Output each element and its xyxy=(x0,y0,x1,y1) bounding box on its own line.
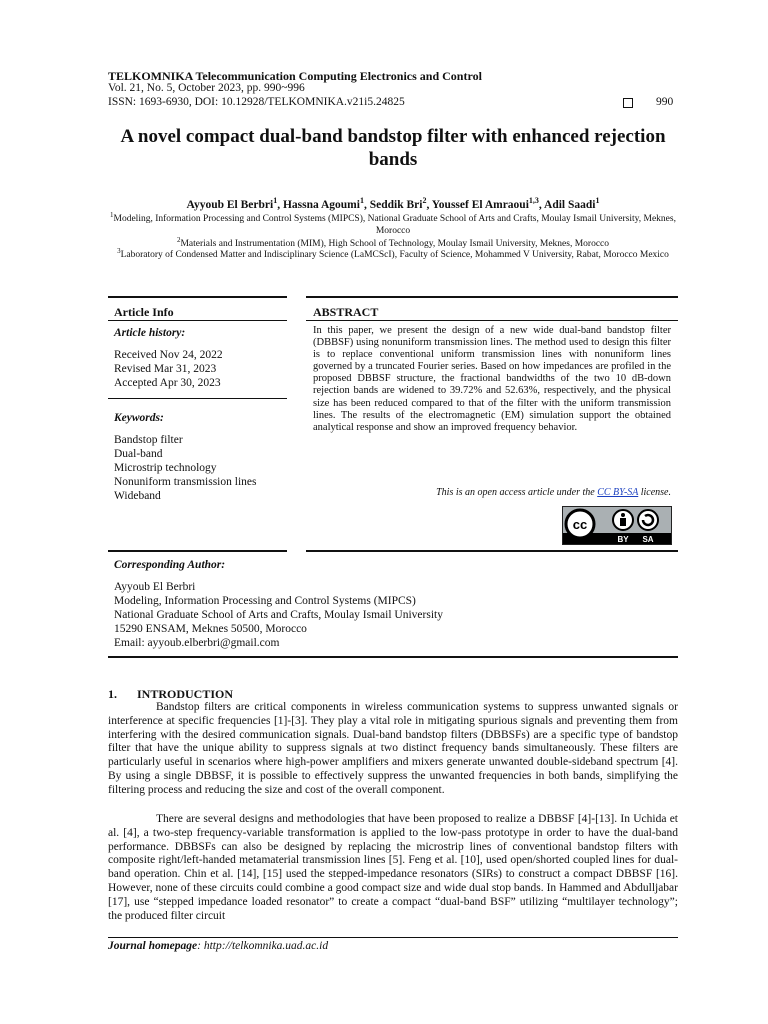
paper-title: A novel compact dual-band bandstop filter with enhanced rejection bands xyxy=(120,126,666,170)
corresponding-heading: Corresponding Author: xyxy=(114,559,226,571)
corresponding-bottom-rule xyxy=(108,656,678,658)
volume-info: Vol. 21, No. 5, October 2023, pp. 990~996 xyxy=(108,82,305,94)
abstract-bottom-rule xyxy=(306,550,678,552)
open-access-note: This is an open access article under the CC BY-SA license. xyxy=(436,487,671,498)
by-badge-text: BY xyxy=(617,535,629,544)
corresponding-details xyxy=(114,580,674,650)
intro-paragraph-1: Bandstop filters are critical components in wireless communication systems to suppress unwanted signals or interference at specific frequencies [1]-[3]. They play a vital role in mitigating spurious signals and preventing them from interfering with the desired communication signals. Dual-band bandstop filters (DBBSFs) are a specific type of bandstop filter that have the unique ability to suppress signals at two distinct frequency bands simultaneously. These filters are particularly useful in scenarios where high-power amplifiers and mixers generate unwanted double-sideband spectrum [4]. By using a single DBBSF, it is possible to effectively suppress the unwanted frequencies in both bands, simplifying the filtering process and reducing the size and cost of the overall component. xyxy=(108,701,678,796)
keyword-item: Microstrip technology xyxy=(114,462,217,474)
author-affiliation-sup: 1 xyxy=(595,196,600,205)
keyword-item: Wideband xyxy=(114,490,161,502)
corresponding-address: 15290 ENSAM, Meknes 50500, Morocco xyxy=(114,623,307,635)
keywords-list xyxy=(114,433,256,503)
corresponding-name: Ayyoub El Berbri xyxy=(114,581,196,593)
keywords-heading: Keywords: xyxy=(114,412,164,424)
page-number: 990 xyxy=(656,96,674,108)
footer-rule xyxy=(108,937,678,938)
author-affiliation-sup: 2 xyxy=(422,196,427,205)
author-list xyxy=(108,196,678,211)
affiliation-1: $^1$Modeling, Information Processing and Control Systems (MIPCS), National Graduate School of Arts and Crafts, Moulay Ismail University, Meknes, Morocco xyxy=(110,211,676,236)
author-name: Youssef El Amraoui xyxy=(431,198,529,211)
abstract-divider xyxy=(306,320,678,321)
author-separator: , xyxy=(363,198,370,211)
affiliation-3: $^3$Laboratory of Condensed Matter and Indisciplinary Science (LaMCScI), Faculty of Science, Mohammed V University, Rabat, Morocco Mexico xyxy=(117,247,669,261)
intro-paragraph-2: There are several designs and methodologies that have been proposed to realize a DBBSF [4]-[13]. In Uchida et al. [4], a two-step frequency-variable transformation is applied to the low-pass prototype in order to have the dual-band performance. DBBSFs can also be designed by replacing the microstrip lines of conventional bandstop filters with composite right/left-handed metamaterial transmission lines [5]. Feng et al. [10], used open/shorted coupled lines for dual-band operation. Chin et al. [14], [15] used the stepped-impedance resonators (SIRs) to construct a compact DBBSF [16]. However, none of these circuits could combine a good compact size and wide dual stop bands. In Hammed and Abdulljabar [17], use “stepped impedance loaded resonator” to create a compact “dual-band BSF” utilizing “multilayer technology”; the produced filter circuit xyxy=(108,813,678,922)
abstract-heading: ABSTRACT xyxy=(313,305,379,319)
issn-doi: ISSN: 1693-6930, DOI: 10.12928/TELKOMNIKA.v21i5.24825 xyxy=(108,96,405,108)
corresponding-school: National Graduate School of Arts and Crafts, Moulay Ismail University xyxy=(114,609,443,621)
intro-number: 1. xyxy=(108,687,117,701)
history-revised: Revised Mar 31, 2023 xyxy=(114,363,217,375)
corresponding-email: Email: ayyoub.elberbri@gmail.com xyxy=(114,637,280,649)
affiliation-2: $^2$Materials and Instrumentation (MIM), High School of Technology, Moulay Ismail University, Meknes, Morocco xyxy=(176,236,610,250)
abstract-text: In this paper, we present the design of a new wide dual-band bandstop filter (DBBSF) using nonuniform transmission lines. The method used to design this filter is to replace conventional uniform transmission lines with nonuniform lines governed by a truncated Fourier series. Based on how impedances are profiled in the proposed DBBSF structure, the fractional bandwidths of the two 10 dB-down rejection bands are widened to 39.72% and 52.63%, respectively, and the physical size has been reduced compared to that of the filter with the uniform transmission lines. The results of the electromagnetic (EM) simulation support the obtained analytical response and show an improved frequency behavior. xyxy=(313,325,671,433)
keyword-item: Nonuniform transmission lines xyxy=(114,476,257,488)
history-list xyxy=(114,348,223,390)
author-affiliation-sup: 1 xyxy=(359,196,364,205)
article-info-divider xyxy=(108,320,287,321)
keyword-item: Dual-band xyxy=(114,448,163,460)
author-name: Adil Saadi xyxy=(544,198,596,211)
abstract-top-rule xyxy=(306,296,678,298)
cc-badge-text: cc xyxy=(572,517,588,532)
history-heading: Article history: xyxy=(114,327,186,339)
cc-by-sa-badge[interactable] xyxy=(562,506,672,545)
author-name: Ayyoub El Berbri xyxy=(186,198,274,211)
journal-homepage-url[interactable]: http://telkomnika.uad.ac.id xyxy=(203,940,329,952)
history-received: Received Nov 24, 2022 xyxy=(114,349,223,361)
intro-heading: INTRODUCTION xyxy=(137,687,234,701)
author-name: Seddik Bri xyxy=(369,198,423,211)
journal-homepage: Journal homepage: http://telkomnika.uad.ac.id xyxy=(108,940,329,952)
journal-name: TELKOMNIKA Telecommunication Computing Electronics and Control xyxy=(108,69,482,83)
author-separator: , xyxy=(277,198,283,211)
article-info-top-rule xyxy=(108,296,287,298)
history-accepted: Accepted Apr 30, 2023 xyxy=(114,377,221,389)
author-affiliation-sup: 1 xyxy=(273,196,278,205)
author-separator: , xyxy=(426,198,432,211)
article-info-heading: Article Info xyxy=(114,305,174,319)
page-box-icon xyxy=(623,98,633,108)
history-divider xyxy=(108,398,287,399)
author-affiliation-sup: 1,3 xyxy=(528,196,539,205)
corresponding-affiliation: Modeling, Information Processing and Control Systems (MIPCS) xyxy=(114,595,416,607)
author-separator: , xyxy=(538,198,545,211)
sa-badge-text: SA xyxy=(642,535,654,544)
author-name: Hassna Agoumi xyxy=(282,198,360,211)
cc-by-sa-link[interactable]: CC BY-SA xyxy=(597,487,639,498)
article-info-bottom-rule xyxy=(108,550,287,552)
creative-commons-icon xyxy=(563,507,671,544)
keyword-item: Bandstop filter xyxy=(114,434,183,446)
